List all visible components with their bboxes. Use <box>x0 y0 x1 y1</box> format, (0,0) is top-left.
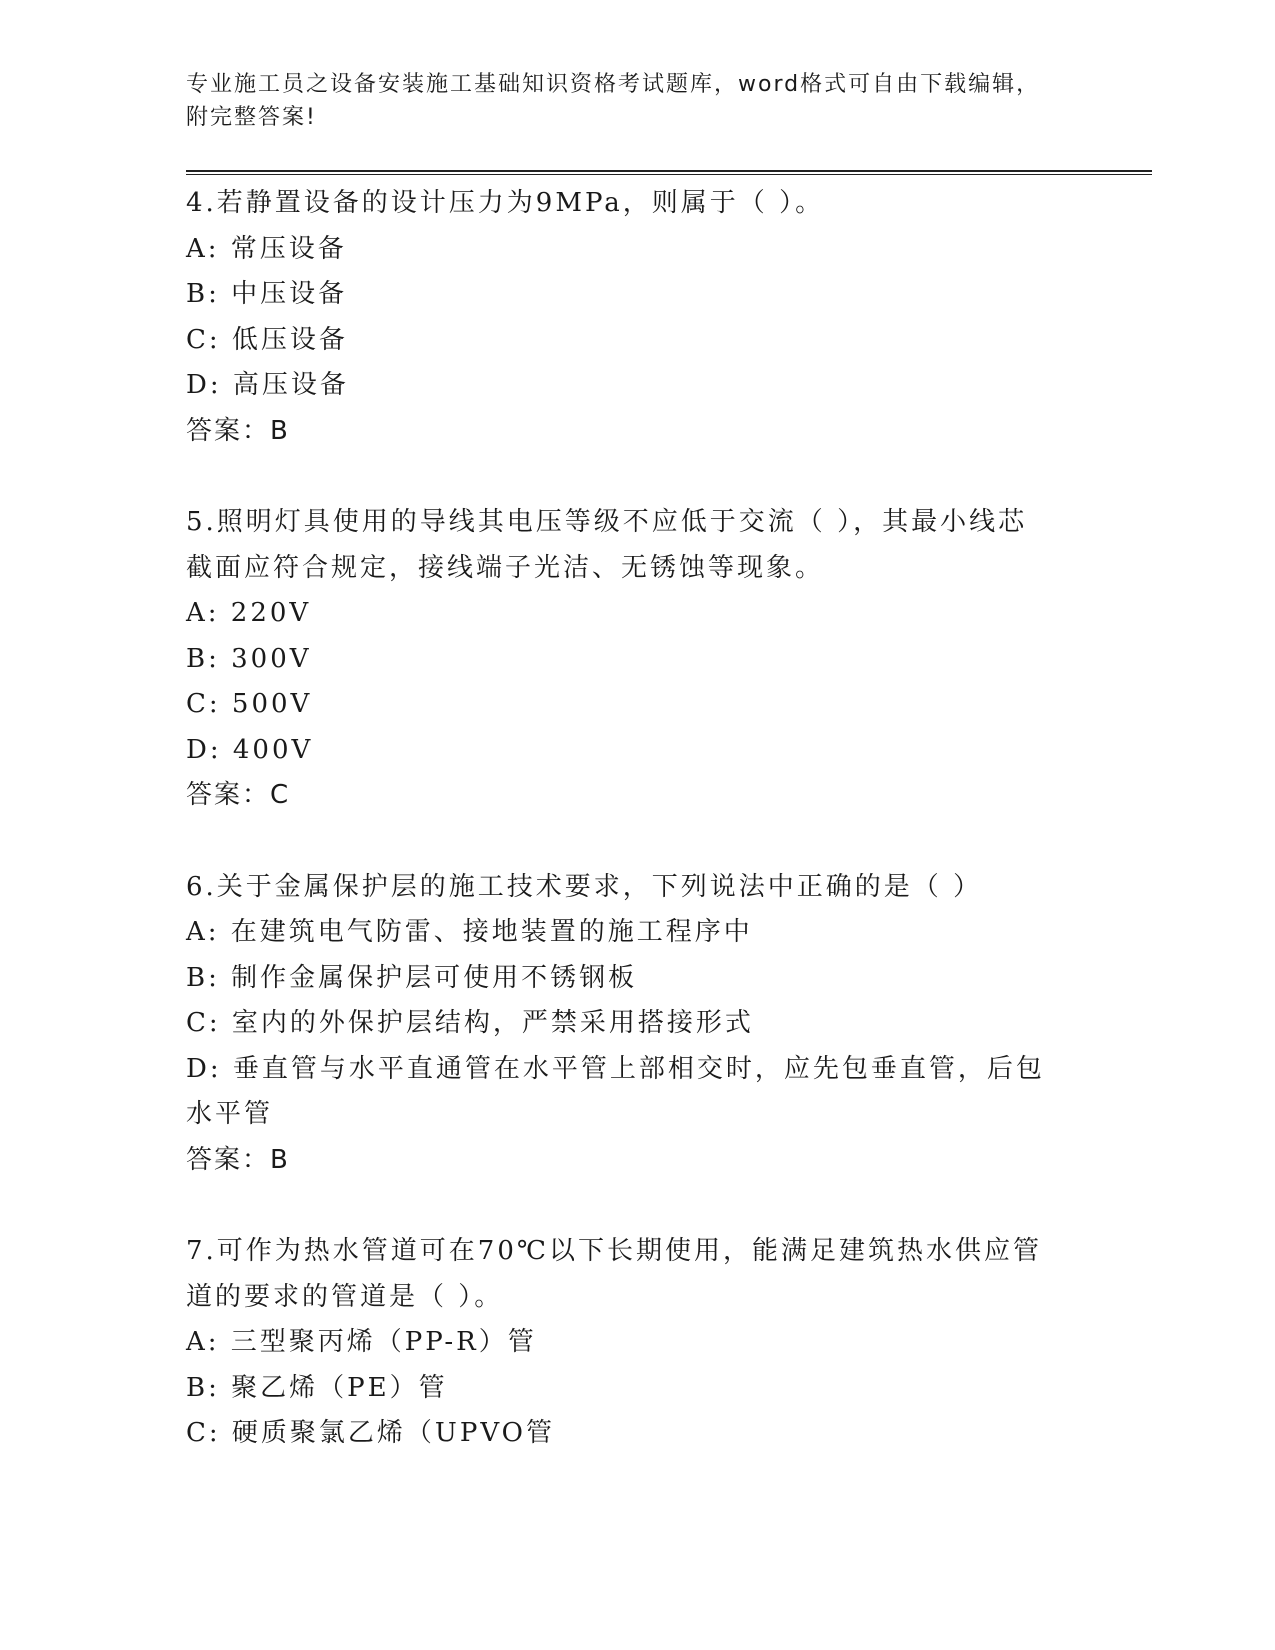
question-4 <box>186 181 1146 454</box>
spacer <box>186 454 1146 500</box>
option-d: D: 400V <box>186 734 314 765</box>
spacer <box>186 819 1146 865</box>
header-title <box>186 68 1066 134</box>
question-5 <box>186 500 1146 819</box>
question-text: 6.关于金属保护层的施工技术要求，下列说法中正确的是（ ） <box>186 871 983 902</box>
option-a: A: 三型聚丙烯（PP-R）管 <box>186 1327 537 1357</box>
answer: 答案：C <box>186 780 291 810</box>
option-b: B: 中压设备 <box>186 279 348 309</box>
question-text: 7.可作为热水管道可在70℃以下长期使用，能满足建筑热水供应管道的要求的管道是（ ）。 <box>186 1236 1042 1312</box>
option-b: B: 聚乙烯（PE）管 <box>186 1372 448 1403</box>
option-c: C: 硬质聚氯乙烯（UPVO管 <box>186 1418 555 1448</box>
option-c: C: 室内的外保护层结构，严禁采用搭接形式 <box>186 1008 754 1038</box>
spacer <box>186 1183 1146 1229</box>
option-c: C: 低压设备 <box>186 324 348 355</box>
question-6 <box>186 865 1146 1184</box>
option-d: D: 高压设备 <box>186 370 349 400</box>
option-c: C: 500V <box>186 689 313 719</box>
option-d: D: 垂直管与水平直通管在水平管上部相交时，应先包垂直管，后包水平管 <box>186 1053 1045 1129</box>
answer: 答案：B <box>186 415 290 446</box>
option-a: A: 在建筑电气防雷、接地装置的施工程序中 <box>186 917 753 947</box>
question-7 <box>186 1229 1146 1457</box>
option-b: B: 300V <box>186 643 312 674</box>
header-divider <box>186 170 1152 175</box>
document-page <box>186 68 1146 1457</box>
answer: 答案：B <box>186 1144 290 1175</box>
option-b: B: 制作金属保护层可使用不锈钢板 <box>186 962 638 993</box>
option-a: A: 220V <box>186 598 312 628</box>
question-text: 5.照明灯具使用的导线其电压等级不应低于交流（ ），其最小线芯截面应符合规定，接线端子光洁、无锈蚀等现象。 <box>186 507 1028 583</box>
header-line-1: 专业施工员之设备安装施工基础知识资格考试题库，word格式可自由下载编辑， <box>186 72 1041 97</box>
option-a: A: 常压设备 <box>186 233 347 264</box>
question-text: 4.若静置设备的设计压力为9MPa，则属于（ ）。 <box>186 188 825 218</box>
header-line-2: 附完整答案! <box>186 105 317 130</box>
